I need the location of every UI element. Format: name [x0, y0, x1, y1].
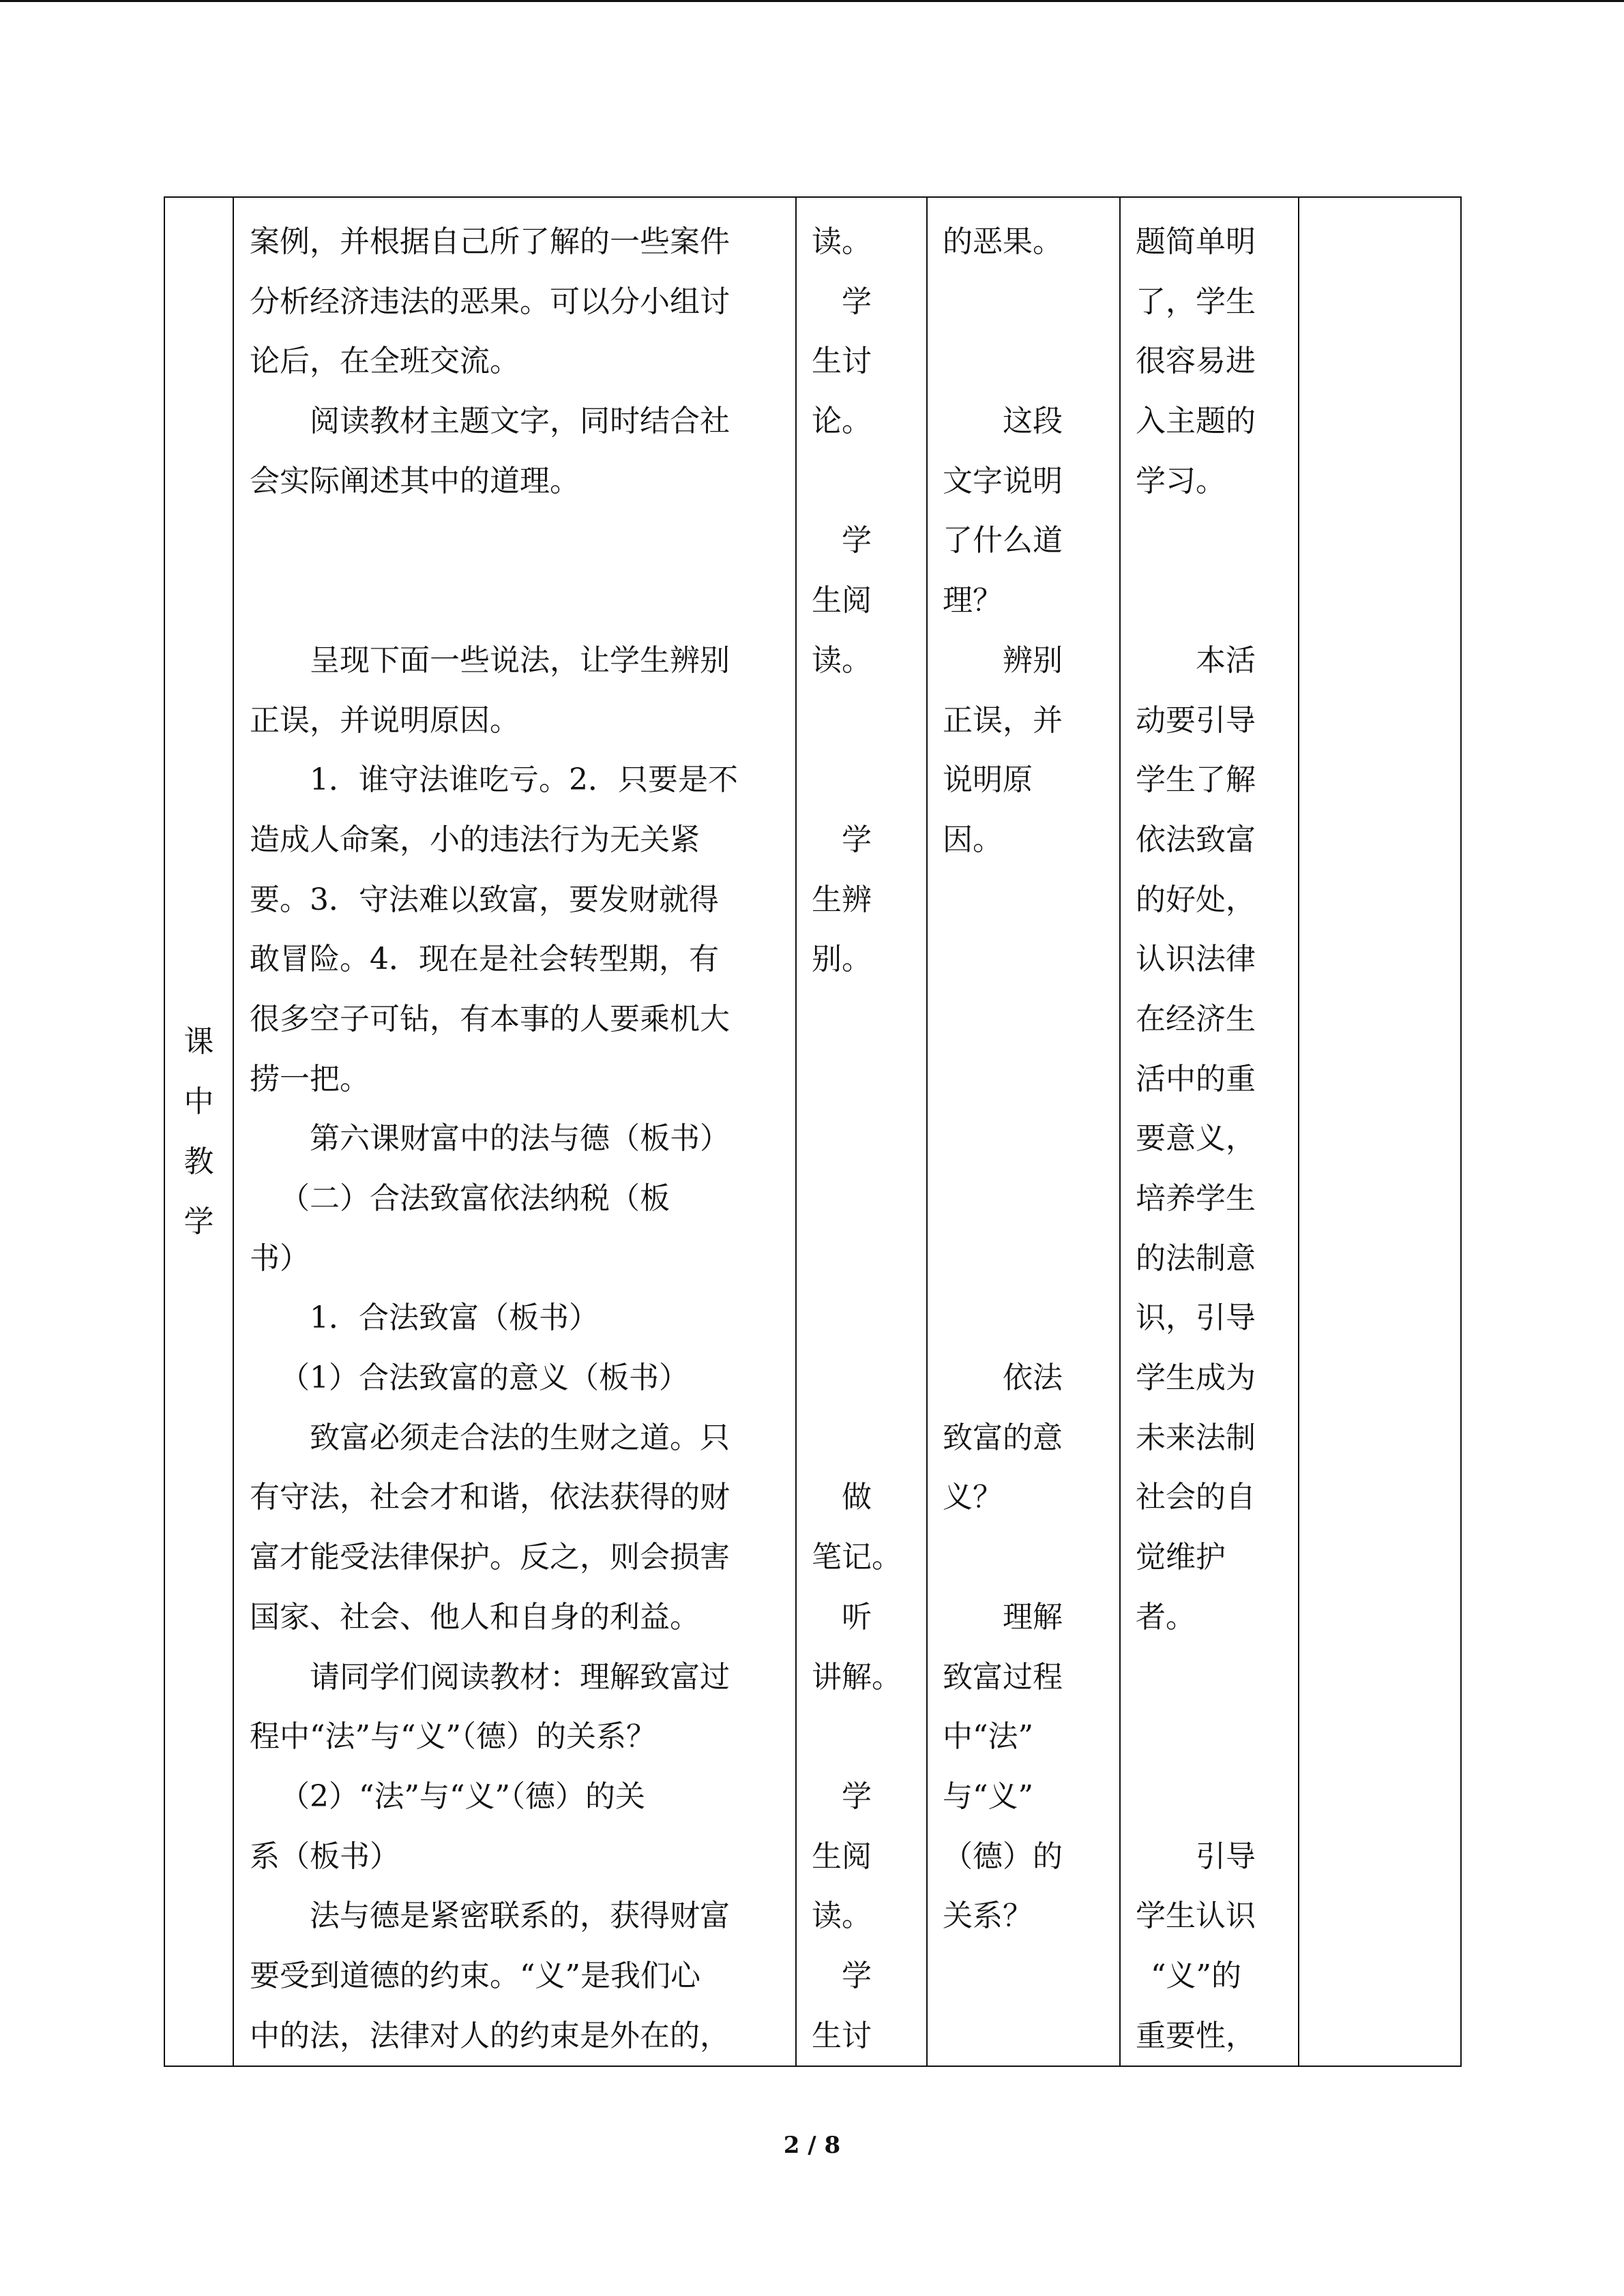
- content-line: 造成人命案，小的违法行为无关紧: [250, 822, 700, 857]
- question-line: 中“法”: [943, 1719, 1033, 1755]
- student-line: [812, 451, 919, 511]
- content-line: 论后，在全班交流。: [250, 344, 520, 379]
- table-row: [164, 197, 1461, 2066]
- content-line: 请同学们阅读教材：理解致富过: [310, 1659, 730, 1695]
- stage-label: 课中教学: [183, 1024, 214, 1239]
- question-line: 理？: [943, 583, 1003, 618]
- content-line: 1．谁守法谁吃亏。2．只要是不: [310, 762, 738, 798]
- question-line: 文字说明: [943, 463, 1063, 498]
- student-line: 生辨: [812, 882, 872, 917]
- question-line: 正误，并: [943, 702, 1063, 738]
- content-line: 要受到道德的约束。“义”是我们心: [250, 1958, 700, 1993]
- student-activity-cell: [796, 197, 927, 2066]
- question-line: [943, 929, 1111, 989]
- content-line: 呈现下面一些说法，让学生辨别: [310, 642, 730, 678]
- intent-line: 了，学生: [1136, 284, 1256, 319]
- student-line: 学: [842, 822, 872, 857]
- content-line: 程中“法”与“义”（德）的关系？: [250, 1719, 656, 1755]
- question-cell: [927, 197, 1120, 2066]
- intent-line: 未来法制: [1136, 1420, 1256, 1455]
- intent-line: 入主题的: [1136, 404, 1256, 439]
- content-line: 很多空子可钻，有本事的人要乘机大: [250, 1001, 730, 1037]
- intent-line: 者。: [1136, 1599, 1196, 1635]
- teaching-content-cell: [233, 197, 796, 2066]
- lesson-plan-table: [164, 196, 1462, 2067]
- student-line: [812, 750, 919, 810]
- content-line: 第六课财富中的法与德（板书）: [310, 1121, 730, 1157]
- student-line: 学: [842, 284, 872, 319]
- question-line: [943, 1169, 1111, 1229]
- intent-line: 学生成为: [1136, 1360, 1256, 1396]
- intent-line: [1136, 1767, 1291, 1827]
- top-border-line: [0, 0, 1624, 2]
- student-line: 读。: [812, 1898, 872, 1934]
- content-line: 敢冒险。4．现在是社会转型期，有: [250, 942, 719, 977]
- student-line: 读。: [812, 224, 872, 259]
- question-line: 辨别: [1003, 642, 1063, 678]
- student-line: 读。: [812, 642, 872, 678]
- intent-line: 很容易进: [1136, 344, 1256, 379]
- content-line: 法与德是紧密联系的，获得财富: [310, 1898, 730, 1934]
- student-line: 讲解。: [812, 1659, 902, 1695]
- intent-line: 社会的自: [1136, 1480, 1256, 1515]
- question-line: 理解: [1003, 1599, 1063, 1635]
- question-text: [928, 198, 1119, 2066]
- intent-line: 识，引导: [1136, 1300, 1256, 1336]
- student-line: 论。: [812, 404, 872, 439]
- question-line: 这段: [1003, 404, 1063, 439]
- question-line: 的恶果。: [943, 224, 1063, 259]
- intent-line: 依法致富: [1136, 822, 1256, 857]
- intent-line: 认识法律: [1136, 942, 1256, 977]
- question-line: [943, 1109, 1111, 1169]
- content-line: 分析经济违法的恶果。可以分小组讨: [250, 284, 730, 319]
- student-line: [812, 1229, 919, 1289]
- content-line: 1．合法致富（板书）: [310, 1300, 599, 1336]
- design-intent-text: [1121, 198, 1298, 2066]
- question-line: 致富的意: [943, 1420, 1063, 1455]
- student-line: 生阅: [812, 1838, 872, 1874]
- question-line: 与“义”: [943, 1778, 1033, 1814]
- intent-line: 动要引导: [1136, 702, 1256, 738]
- content-line: 要。3．守法难以致富，要发财就得: [250, 882, 719, 917]
- content-line: 致富必须走合法的生财之道。只: [310, 1420, 730, 1455]
- intent-line: [1136, 511, 1291, 571]
- student-line: 做: [842, 1480, 872, 1515]
- content-line: 正误，并说明原因。: [250, 702, 520, 738]
- content-line: （二）合法致富依法纳税（板: [280, 1181, 670, 1216]
- question-line: 致富过程: [943, 1659, 1063, 1695]
- student-line: 学: [842, 1958, 872, 1993]
- intent-line: 要意义，: [1136, 1121, 1256, 1157]
- student-line: 生讨: [812, 2018, 872, 2053]
- question-line: [943, 1049, 1111, 1109]
- intent-line: 本活: [1196, 642, 1256, 678]
- student-line: [812, 1348, 919, 1408]
- question-line: [943, 331, 1111, 391]
- question-line: 义？: [943, 1480, 1003, 1515]
- content-line: [250, 511, 782, 571]
- student-line: [812, 989, 919, 1049]
- student-line: 听: [842, 1599, 872, 1635]
- student-line: [812, 1169, 919, 1229]
- student-line: [812, 1288, 919, 1348]
- student-line: [812, 691, 919, 751]
- question-line: 关系？: [943, 1898, 1033, 1934]
- intent-line: [1136, 571, 1291, 631]
- intent-line: 学生了解: [1136, 762, 1256, 798]
- question-line: [943, 2006, 1111, 2066]
- page-number: 2 / 8: [783, 2132, 841, 2159]
- student-line: [812, 1109, 919, 1169]
- student-activity-text: [797, 198, 926, 2066]
- question-line: [943, 1527, 1111, 1587]
- content-line: 捞一把。: [250, 1061, 370, 1097]
- content-line: 有守法，社会才和谐，依法获得的财: [250, 1480, 730, 1515]
- question-line: 依法: [1003, 1360, 1063, 1396]
- design-intent-cell: [1120, 197, 1299, 2066]
- intent-line: 重要性，: [1136, 2018, 1256, 2053]
- student-line: [812, 1707, 919, 1767]
- intent-line: 学习。: [1136, 463, 1226, 498]
- intent-line: 学生认识: [1136, 1898, 1256, 1934]
- intent-line: [1136, 1648, 1291, 1708]
- intent-line: 引导: [1196, 1838, 1256, 1874]
- student-line: [812, 1408, 919, 1468]
- student-line: 笔记。: [812, 1540, 902, 1575]
- content-line: 富才能受法律保护。反之，则会损害: [250, 1540, 730, 1575]
- intent-line: 题简单明: [1136, 224, 1256, 259]
- student-line: 学: [842, 523, 872, 558]
- teaching-content-text: [234, 198, 795, 2066]
- question-line: 说明原: [943, 762, 1033, 798]
- question-line: （德）的: [943, 1838, 1063, 1874]
- intent-line: 的法制意: [1136, 1240, 1256, 1276]
- intent-line: 在经济生: [1136, 1001, 1256, 1037]
- student-line: [812, 1049, 919, 1109]
- content-line: （2）“法”与“义”（德）的关: [280, 1778, 645, 1814]
- question-line: [943, 1946, 1111, 2006]
- question-line: [943, 989, 1111, 1049]
- question-line: [943, 272, 1111, 332]
- intent-line: “义”的: [1151, 1958, 1241, 1993]
- stage-cell: [164, 197, 233, 2066]
- content-line: [250, 571, 782, 631]
- intent-line: [1136, 1707, 1291, 1767]
- question-line: [943, 870, 1111, 930]
- content-line: 国家、社会、他人和自身的利益。: [250, 1599, 700, 1635]
- content-line: 系（板书）: [250, 1838, 400, 1874]
- content-line: 会实际阐述其中的道理。: [250, 463, 580, 498]
- student-line: 别。: [812, 942, 872, 977]
- intent-line: 培养学生: [1136, 1181, 1256, 1216]
- question-line: 了什么道: [943, 523, 1063, 558]
- intent-line: 活中的重: [1136, 1061, 1256, 1097]
- notes-cell: [1299, 197, 1461, 2066]
- student-line: 生阅: [812, 583, 872, 618]
- content-line: （1）合法致富的意义（板书）: [280, 1360, 689, 1396]
- content-line: 案例，并根据自己所了解的一些案件: [250, 224, 730, 259]
- intent-line: 觉维护: [1136, 1540, 1226, 1575]
- content-line: 书）: [250, 1240, 310, 1276]
- content-line: 中的法，法律对人的约束是外在的，: [250, 2018, 730, 2053]
- question-line: 因。: [943, 822, 1003, 857]
- question-line: [943, 1288, 1111, 1348]
- intent-line: 的好处，: [1136, 882, 1256, 917]
- question-line: [943, 1229, 1111, 1289]
- student-line: 学: [842, 1778, 872, 1814]
- student-line: 生讨: [812, 344, 872, 379]
- content-line: 阅读教材主题文字，同时结合社: [310, 404, 730, 439]
